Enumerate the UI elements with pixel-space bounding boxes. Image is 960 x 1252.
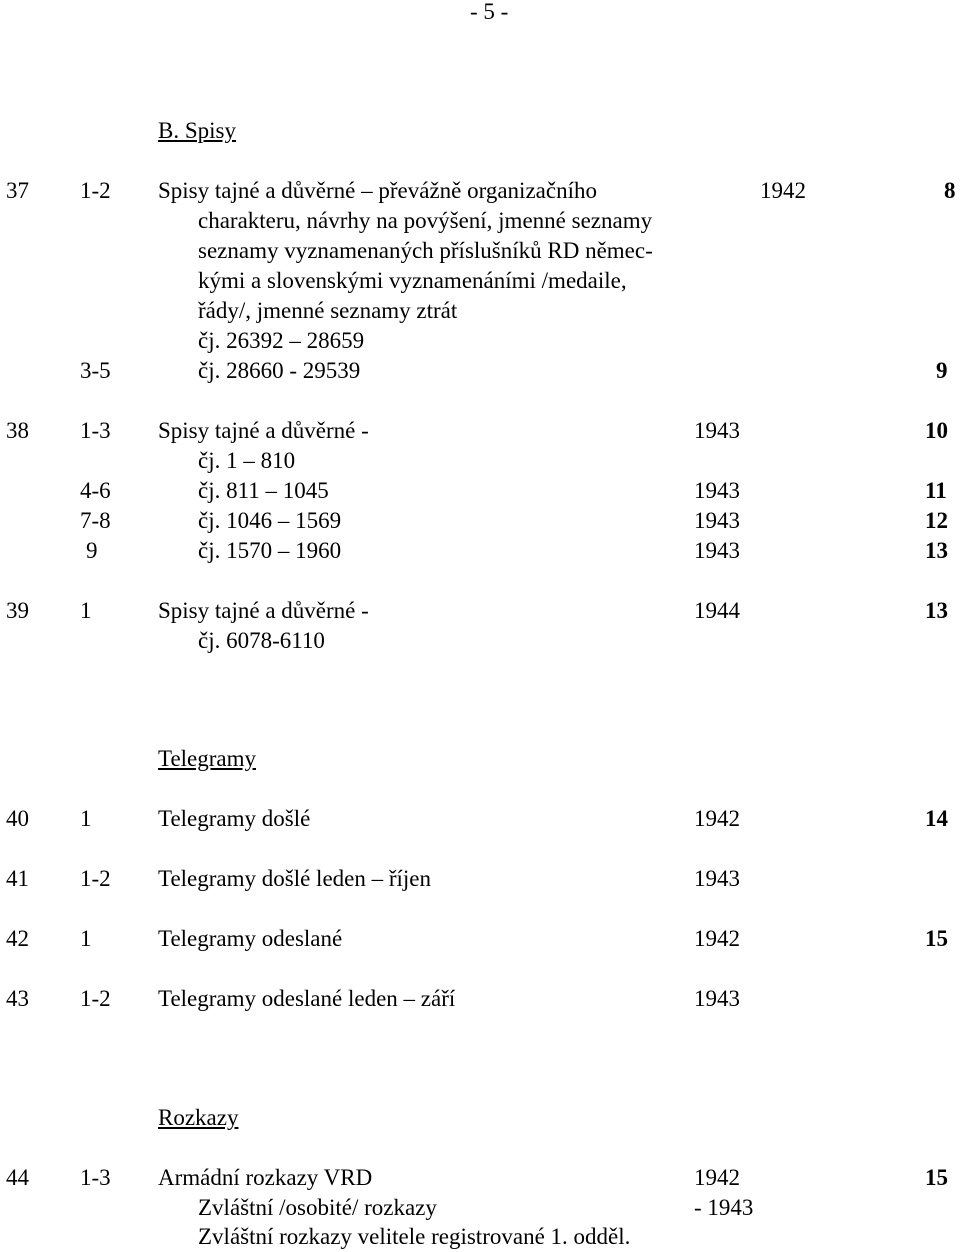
section-heading-rozkazy: Rozkazy xyxy=(158,1105,239,1130)
box-number: 9 xyxy=(936,358,948,383)
box-number: 14 xyxy=(925,806,948,831)
entry-title: Telegramy došlé leden – říjen xyxy=(158,866,432,891)
entry-description-line: Zvláštní /osobité/ rozkazy xyxy=(198,1195,437,1220)
inventory-range: 1-2 xyxy=(80,866,111,891)
box-number: 15 xyxy=(925,926,948,951)
inventory-range: 3-5 xyxy=(80,358,111,383)
entry-description-line: řády/, jmenné seznamy ztrát xyxy=(198,298,458,323)
reference-range: čj. 6078-6110 xyxy=(198,628,325,653)
entry-year: 1943 xyxy=(694,986,740,1011)
box-number: 13 xyxy=(925,538,948,563)
entry-title: Spisy tajné a důvěrné - xyxy=(158,598,369,623)
entry-description-line: charakteru, návrhy na povýšení, jmenné seznamy xyxy=(198,208,653,233)
entry-number: 39 xyxy=(6,598,29,623)
entry-number: 40 xyxy=(6,806,29,831)
box-number: 10 xyxy=(925,418,948,443)
entry-number: 42 xyxy=(6,926,29,951)
reference-range: čj. 1570 – 1960 xyxy=(198,538,342,563)
entry-description-line: kými a slovenskými vyznamenáními /medaile, xyxy=(198,268,627,293)
section-heading-spisy: B. Spisy xyxy=(158,118,236,143)
entry-number: 43 xyxy=(6,986,29,1011)
entry-title: Spisy tajné a důvěrné - xyxy=(158,418,369,443)
box-number: 13 xyxy=(925,598,948,623)
entry-number: 44 xyxy=(6,1165,29,1190)
box-number: 15 xyxy=(925,1165,948,1190)
reference-range: čj. 1 – 810 xyxy=(198,448,296,473)
box-number: 12 xyxy=(925,508,948,533)
box-number: 8 xyxy=(944,178,956,203)
entry-year: 1943 xyxy=(694,418,740,443)
inventory-range: 1-2 xyxy=(80,178,111,203)
entry-year: 1943 xyxy=(694,866,740,891)
entry-year: 1943 xyxy=(694,508,740,533)
inventory-range: 1 xyxy=(80,926,92,951)
inventory-range: 1-3 xyxy=(80,1165,111,1190)
box-number: 11 xyxy=(925,478,947,503)
inventory-range: 1 xyxy=(80,598,92,623)
entry-title: Spisy tajné a důvěrné – převážně organizačního xyxy=(158,178,597,203)
entry-description-line: seznamy vyznamenaných příslušníků RD němec- xyxy=(198,238,653,263)
entry-description-line: Zvláštní rozkazy velitele registrované 1. odděl. xyxy=(198,1224,631,1249)
entry-year: 1942 xyxy=(760,178,806,203)
entry-year: 1944 xyxy=(694,598,740,623)
entry-year: 1942 xyxy=(694,806,740,831)
inventory-range: 1-3 xyxy=(80,418,111,443)
reference-range: čj. 811 – 1045 xyxy=(198,478,329,503)
entry-year: 1942 xyxy=(694,1165,740,1190)
entry-year: 1943 xyxy=(694,538,740,563)
inventory-range: 9 xyxy=(86,538,98,563)
section-heading-telegramy: Telegramy xyxy=(158,746,257,771)
entry-title: Telegramy odeslané xyxy=(158,926,343,951)
reference-range: čj. 1046 – 1569 xyxy=(198,508,342,533)
entry-year-end: - 1943 xyxy=(694,1195,754,1220)
reference-range: čj. 26392 – 28659 xyxy=(198,328,365,353)
entry-number: 38 xyxy=(6,418,29,443)
entry-title: Telegramy odeslané leden – září xyxy=(158,986,456,1011)
inventory-range: 7-8 xyxy=(80,508,111,533)
page-number: - 5 - xyxy=(470,0,509,24)
entry-number: 37 xyxy=(6,178,29,203)
inventory-range: 4-6 xyxy=(80,478,111,503)
entry-title: Armádní rozkazy VRD xyxy=(158,1165,373,1190)
entry-year: 1943 xyxy=(694,478,740,503)
inventory-range: 1 xyxy=(80,806,92,831)
entry-title: Telegramy došlé xyxy=(158,806,311,831)
entry-year: 1942 xyxy=(694,926,740,951)
reference-range: čj. 28660 - 29539 xyxy=(198,358,361,383)
inventory-range: 1-2 xyxy=(80,986,111,1011)
entry-number: 41 xyxy=(6,866,29,891)
